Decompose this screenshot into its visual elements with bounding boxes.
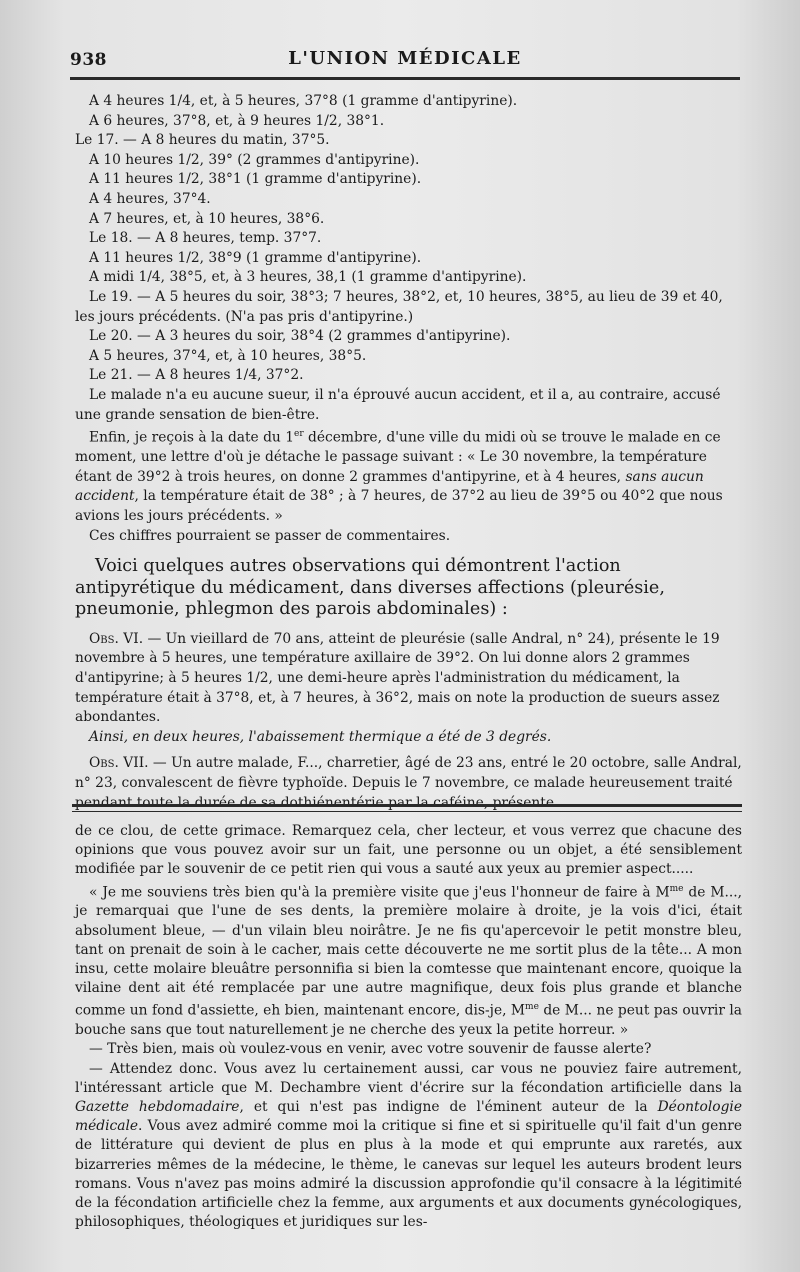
temperature-line: A 4 heures, 37°4. <box>89 190 211 207</box>
observation-label: Obs. VI. <box>89 630 144 647</box>
feuilleton-section <box>75 822 742 1232</box>
temperature-line: Le 17. — A 8 heures du matin, 37°5. <box>75 132 330 149</box>
paragraph-chiffres: Ces chiffres pourraient se passer de commentaires. <box>89 527 451 544</box>
temperature-line: Le 20. — A 3 heures du soir, 38°4 (2 grammes d'antipyrine). <box>89 328 511 345</box>
italic-run: Déontologie médicale <box>75 1099 742 1135</box>
paragraph-attendez <box>75 1060 742 1233</box>
text-run: — Attendez donc. Vous avez lu certainement aussi, car vous ne pouviez faire autrement, l'intéressant article que M. Dechambre vient d'écrire sur la fécondation artificielle dans la <box>75 1060 742 1096</box>
temperature-line: A midi 1/4, 38°5, et, à 3 heures, 38,1 (1 gramme d'antipyrine). <box>89 269 527 286</box>
running-title: L'UNION MÉDICALE <box>288 48 522 69</box>
temperature-line: A 4 heures 1/4, et, à 5 heures, 37°8 (1 gramme d'antipyrine). <box>89 93 518 109</box>
temperature-line: A 10 heures 1/2, 39° (2 grammes d'antipyrine). <box>89 151 420 168</box>
temperature-line: A 11 heures 1/2, 38°9 (1 gramme d'antipyrine). <box>89 249 422 266</box>
paragraph-voici: Voici quelques autres observations qui démontrent l'action antipyrétique du médicament, dans diverses affections (pleurésie, pneumonie, phlegmon des parois abdominales) : <box>75 556 665 620</box>
header-rule <box>70 77 740 80</box>
text-run: . Vous avez admiré comme moi la critique si fine et si spirituelle qu'il fait d'un genre de littérature qui devient de plus en plus à la mode et qui emprunte aux raretés, aux bizarreries mêmes de la médecine, le thème, le canevas sur lequel les auteurs brodent leurs romans. Vous n'avez pas moins admiré la discussion approfondie qu'il consacre à la légitimité de la fécondation artificielle chez la femme, aux arguments et aux documents gynécologiques, philosophiques, théologiques et juridiques sur les- <box>75 1118 742 1231</box>
text-run: « Je me souviens très bien qu'à la première visite que j'eus l'honneur de faire à M <box>89 884 670 901</box>
superscript: er <box>294 429 304 440</box>
text-run: de M..., je remarquai que l'une de ses dents, la première molaire à droite, je la vois d'ici, était absolument bleue, — d'un vilain bleu noirâtre. Je ne fis qu'apercevoir le petit monstre bleu, tant on prenait de soin à le cacher, mais cette découverte ne me sortit plus de la tête... A mon insu, cette molaire bleuâtre personnifia si bien la comtesse que maintenant encore, quoique la vilaine dent ait été remplacée par une autre magnifique, deux fois plus grande et blanche comme un fond d'assiette, eh bien, maintenant encore, dis-je, M <box>75 884 742 1020</box>
text-run: , la température était de 38° ; à 7 heures, de 37°2 au lieu de 39°5 ou 40°2 que nous avions les jours précédents. » <box>75 488 723 525</box>
paragraph-malade: Le malade n'a eu aucune sueur, il n'a éprouvé aucun accident, et il a, au contraire, accusé une grande sensation de bien-être. <box>75 386 721 423</box>
paragraph-clou: de ce clou, de cette grimace. Remarquez cela, cher lecteur, et vous verrez que chacune des opinions que vous pouvez avoir sur un fait, une personne ou un objet, a été sensiblement modifiée par le souvenir de ce petit rien qui vous a sauté aux yeux au premier aspect..... <box>75 823 742 878</box>
temperature-line: A 5 heures, 37°4, et, à 10 heures, 38°5. <box>89 347 367 364</box>
italic-run: sans aucun accident <box>75 468 704 505</box>
temperature-line: Le 19. — A 5 heures du soir, 38°3; 7 heures, 38°2, et, 10 heures, 38°5, au lieu de 39 et 40, les jours précédents. (N'a pas pris d'antipyrine.) <box>75 288 723 325</box>
temperature-line: Le 21. — A 8 heures 1/4, 37°2. <box>89 367 304 384</box>
text-run: — Un vieillard de 70 ans, atteint de pleurésie (salle Andral, n° 24), présente le 19 novembre à 5 heures, une température axillaire de 39°2. On lui donne alors 2 grammes d'antipyrine; à 5 heures 1/2, une demi-heure après l'administration du médicament, la température était à 37°8, et, à 7 heures, à 36°2, mais on note la production de sueurs assez abondantes. <box>75 630 720 726</box>
text-run: — Un autre malade, F..., charretier, âgé de 23 ans, entré le 20 octobre, salle Andral, n° 23, convalescent de fièvre typhoïde. Depuis le 7 novembre, ce malade heureusement traité pendant toute la durée de sa dothiénentérie par la caféine, présente <box>75 755 742 811</box>
italic-run: Gazette hebdomadaire <box>75 1099 240 1116</box>
temperature-line: A 6 heures, 37°8, et, à 9 heures 1/2, 38°1. <box>89 112 385 129</box>
page-header <box>70 44 740 74</box>
page-number: 938 <box>70 50 107 70</box>
superscript: me <box>525 1002 539 1013</box>
paragraph-tres-bien: — Très bien, mais où voulez-vous en venir, avec votre souvenir de fausse alerte? <box>89 1041 652 1058</box>
paragraph-souviens <box>75 880 742 1041</box>
temperature-line: A 7 heures, et, à 10 heures, 38°6. <box>89 210 325 227</box>
text-run: , et qui n'est pas indigne de l'éminent auteur de la <box>239 1099 658 1116</box>
section-divider <box>72 804 742 812</box>
text-run: de M... ne peut pas ouvrir la bouche sans que tout naturellement je ne cherche des yeux la petite horreur. » <box>75 1003 742 1039</box>
text-run: décembre, d'une ville du midi où se trouve le malade en ce moment, une lettre d'où je détache le passage suivant : « Le 30 novembre, la température étant de 39°2 à trois heures, on donne 2 grammes d'antipyrine, et à 4 heures, <box>75 429 721 485</box>
temperature-line: A 11 heures 1/2, 38°1 (1 gramme d'antipyrine). <box>89 171 422 188</box>
temperature-line: Le 18. — A 8 heures, temp. 37°7. <box>89 230 322 247</box>
paragraph-enfin <box>75 425 742 527</box>
observation-vi-conclusion: Ainsi, en deux heures, l'abaissement thermique a été de 3 degrés. <box>89 728 552 745</box>
observation-vi <box>75 630 742 728</box>
observation-label: Obs. VII. <box>89 755 149 772</box>
text-run: Enfin, je reçois à la date du 1 <box>89 429 294 446</box>
clinical-section <box>75 92 742 813</box>
superscript: me <box>669 883 684 894</box>
